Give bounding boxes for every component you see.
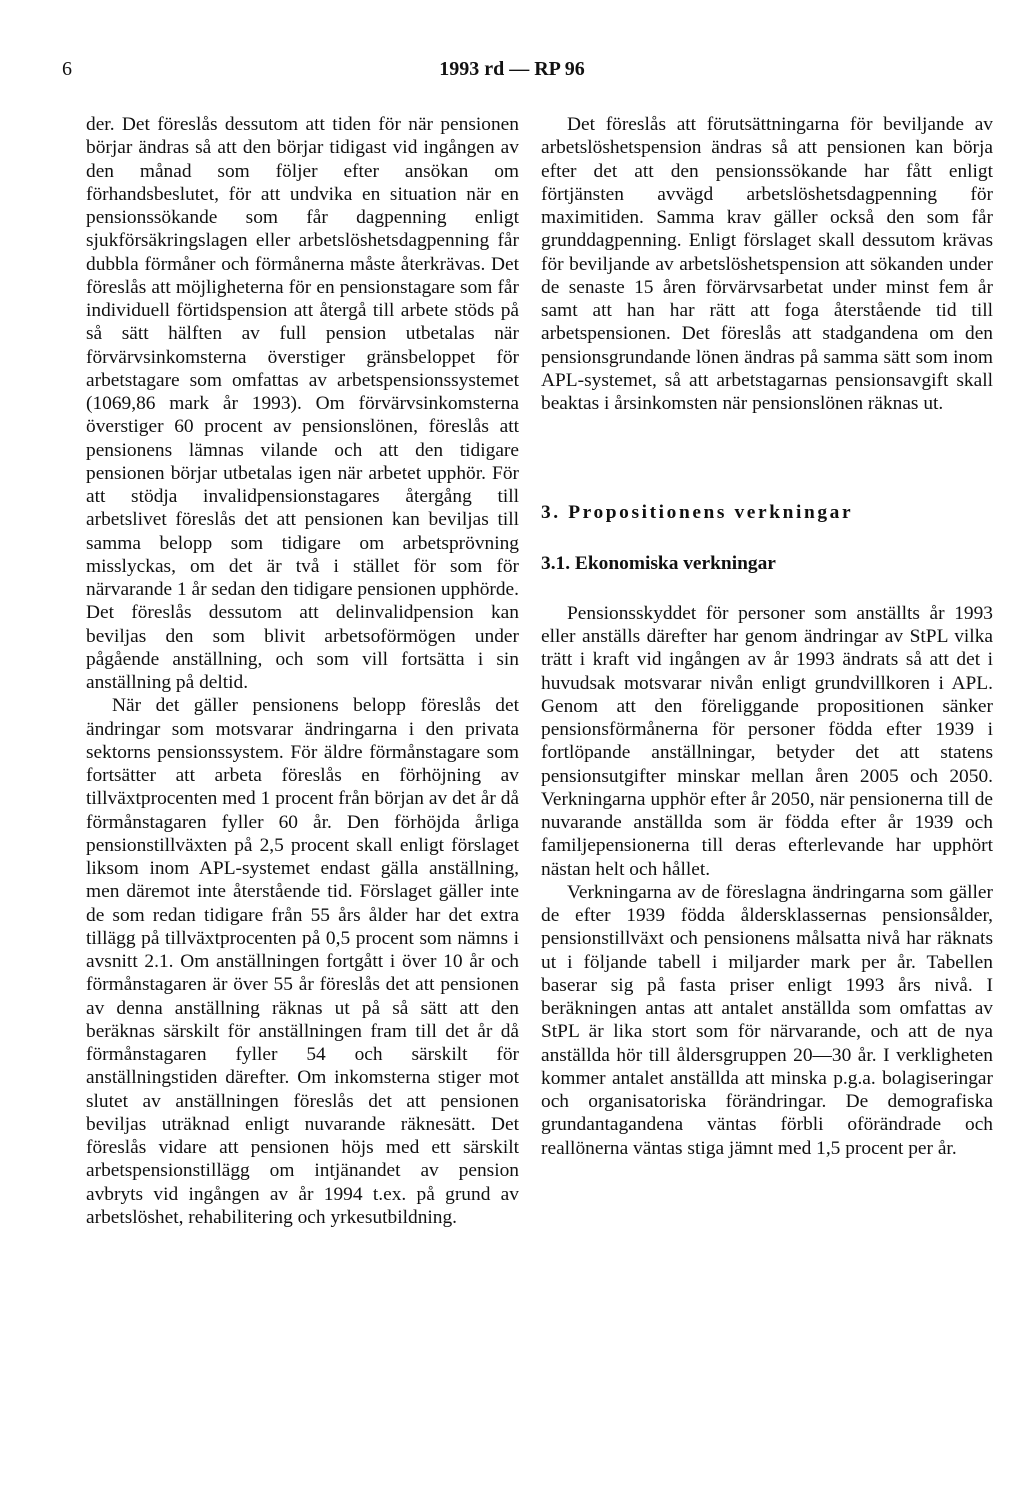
spacer: [541, 575, 993, 602]
running-header: 1993 rd — RP 96: [439, 58, 585, 80]
spacer: [541, 415, 993, 501]
left-column: [86, 113, 519, 1229]
subsection-heading: 3.1. Ekonomiska verkningar: [541, 552, 776, 574]
right-column: [541, 113, 993, 1160]
paragraph: Det föreslås att förutsättningarna för beviljande av arbetslöshetspension ändras så att pensionen kan börja efter det att den pensionssökande har fått enligt förtjänsten avvägd arbetslöshetsdagpenning för maximitiden. Samma krav gäller också den som får grunddagpenning. Enligt förslaget skall dessutom krävas för beviljande av arbetslöshetspension att sökanden under de senaste 15 åren förvärvsarbetat under minst fem år samt att han har rätt att foga återstående tid till arbetspensionen. Det föreslås att stadgandena om den pensionsgrundande lönen ändras på samma sätt som inom APL-systemet, så att arbetstagarnas pensionsavgift skall beaktas i årsinkomsten när pensionslönen räknas ut.: [541, 114, 993, 414]
paragraph: Pensionsskyddet för personer som anställts år 1993 eller anställs därefter har genom ändringar av StPL vilka trätt i kraft vid ingången av år 1993 ändrats så att det i huvudsak motsvarar nivån enligt grundvillkoren i APL. Genom att den föreliggande propositionen sänker pensionsförmånerna för personer födda efter 1939 i fortlöpande anställningar, betyder det att statens pensionsutgifter minskar mellan åren 2005 och 2050. Verkningarna upphör efter år 2050, när pensionerna till de nuvarande anställda som är födda efter år 1939 och familjepensionerna till deras efterlevande har upphört nästan helt och hållet.: [541, 602, 993, 880]
paragraph: der. Det föreslås dessutom att tiden för när pensionen börjar ändras så att den börjar tidigast vid ingången av den månad som följer efter ansökan om förhandsbeslutet, för att undvika en situation när en pensionssökande som får dagpenning enligt sjukförsäkringslagen eller arbetslöshetsdagpenning får dubbla förmåner och förmånerna måste återkrävas. Det föreslås att möjligheterna för en pensionstagare som får individuell förtidspension att återgå till arbete stöds på så sätt hälften av full pension utbetalas när förvärvsinkomsterna överstiger gränsbeloppet för arbetstagare som omfattas av arbetspensionssystemet (1069,86 mark år 1993). Om förvärvsinkomsterna överstiger 60 procent av pensionslönen, föreslås att pensionens lämnas vilande och att den tidigare pensionen börjar utbetalas igen när arbetet upphör. För att stödja invalidpensionstagares återgång till arbetslivet föreslås det att pensionen kan beviljas till samma belopp som tidigare om arbetsprövning misslyckas, om det är två i stället för som för närvarande 1 år sedan den tidigare pensionen upphörde. Det föreslås dessutom att delinvalidpension kan beviljas den som blivit arbetsoförmögen under pågående anställning, och som vill fortsätta i sin anställning på deltid.: [86, 114, 519, 693]
page-number: 6: [62, 58, 72, 80]
paragraph: Verkningarna av de föreslagna ändringarna som gäller de efter 1939 födda åldersklassernas pensionsålder, pensionstillväxt och pensionens målsatta nivå har räknats ut i följande tabell i miljarder mark per år. Tabellen baserar sig på fasta priser enligt 1993 års nivå. I beräkningen antas att antalet anställda som omfattas av StPL är lika stort som för närvarande, och att de nya anställda hör till åldersgruppen 20—30 år. I verkligheten kommer antalet anställda att minska p.g.a. bolagiseringar och organisatoriska förändringar. De demografiska grundantagandena väntas förbli oförändrade och reallönerna väntas stiga jämnt med 1,5 procent per år.: [541, 881, 993, 1159]
paragraph: När det gäller pensionens belopp föreslås det ändringar som motsvarar ändringarna i den privata sektorns pensionssystem. För äldre förmånstagare som fortsätter att arbeta föreslås en förhöjning av tillväxtprocenten med 1 procent från början av det år då förmånstagaren fyller 60 år. Den förhöjda årliga pensionstillväxten på 2,5 procent skall enligt förslaget liksom inom APL-systemet endast gälla anställning, men däremot inte återstående tid. Förslaget gäller inte de som redan tidigare från 55 års ålder har det extra tillägg på tillväxtprocenten på 0,5 procent som nämns i avsnitt 2.1. Om anställningen fortgått i över 10 år och förmånstagaren är över 55 år föreslås det att pensionen av denna anställning räknas ut på så sätt att den beräknas särskilt för anställningen fram till det år då förmånstagaren fyller 54 och särskilt för anställningstiden därefter. Om inkomsterna stiger mot slutet av anställningen föreslås det att pensionen beviljas uträknad enligt nuvarande räknesätt. Det föreslås vidare att pensionen höjs med ett särskilt arbetspensionstillägg om intjänandet av pension avbryts vid ingången av år 1994 t.ex. på grund av arbetslöshet, rehabilitering och yrkesutbildning.: [86, 695, 519, 1228]
section-heading: 3. Propositionens verkningar: [541, 502, 854, 524]
